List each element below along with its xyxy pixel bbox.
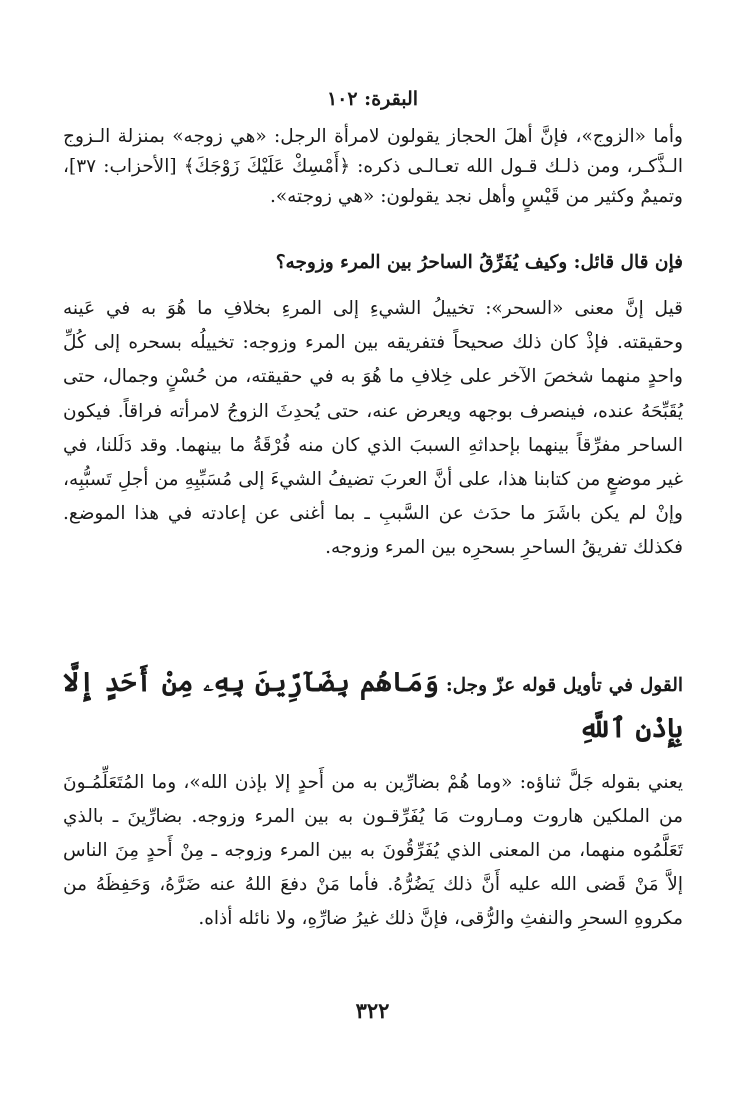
tafsir-heading: [63, 660, 683, 752]
page-number: ٣٢٢: [355, 998, 390, 1023]
paragraph-sihr: [63, 292, 683, 566]
paragraph-zawj-text: وأما «الزوج»، فإنَّ أهلَ الحجاز يقولون لامرأة الرجل: «هي زوجه» بمنزلة الـزوج الـذَّكـر، ومن ذلـك قـول الله تعـالـى ذكره: ﴿أَمْسِكْ عَلَيْكَ زَوْجَكَ﴾ [الأحزاب: ٣٧]، وتميمٌ وكثير من قَيْسٍ وأهل نجد يقولون: «هي زوجته».: [63, 126, 683, 207]
paragraph-explanation-text: يعني بقوله جَلَّ ثناؤه: «وما هُمْ بضارِّين به من أَحدٍ إلا بإذن الله»، وما المُتَعَلِّمُـونَ من الملكين هاروت ومـاروت مَا يُفَرِّقـون به بين المرء وزوجه. بضارِّينَ ـ بالذي تَعَلَّمُوه منهما، من المعنى الذي يُفَرِّقُونَ به بين المرء وزوجه ـ مِنْ أَحدٍ مِنَ الناس إلاَّ مَنْ قَضى الله عليه أَنَّ ذلك يَضُرُّهُ. فأما مَنْ دفعَ اللهُ عنه ضَرَّهُ، وَحَفِظَهُ من مكروهِ السحرِ والنفثِ والرُّقى، فإنَّ ذلك غيرُ ضارِّهِ، ولا نائله أذاه.: [63, 772, 683, 929]
paragraph-explanation: [63, 766, 683, 936]
tafsir-heading-intro: القول في تأويل قوله عزّ وجل:: [445, 675, 683, 696]
paragraph-zawj: [63, 122, 683, 212]
paragraph-sihr-text: قيل إنَّ معنى «السحر»: تخييلُ الشيءِ إلى المرءِ بخلافِ ما هُوَ به في عَينه وحقيقته. فإذْ كان ذلك صحيحاً فتفريقه بين المرء وزوجه: تخييلُه بسحره إلى كُلِّ واحدٍ منهما شخصَ الآخر على خِلافِ ما هُوَ به في حقيقته، من حُسْنٍ وجمال، حتى يُقَبِّحَهُ عنده، فينصرف بوجهه ويعرض عنه، حتى يُحدِثَ الزوجُ لامرأته فراقاً. فيكون الساحر مفرِّقاً بينهما بإحداثهِ السببَ الذي كان منه فُرْقَةُ ما بينهما. وقد دَلَلنا، في غير موضعٍ من كتابنا هذا، على أنَّ العربَ تضيفُ الشيءَ إلى مُسَبِّبِهِ من أجلِ تَسبُّبِه، وإنْ لم يكن باشَرَ ما حدَث عن السَّببِ ـ بما أغنى عن إعادته في هذا الموضع. فكذلك تفريقُ الساحرِ بسحرِه بين المرء وزوجه.: [63, 298, 683, 559]
quran-verse: وَمَاهُم بِضَآرِّينَ بِهِۦ مِنْ أَحَدٍ إِلَّا بِإِذْنِ ٱللَّهِ: [63, 667, 683, 744]
question-line: فإن قال قائل: وكيف يُفَرِّقُ الساحرُ بين المرء وزوجه؟: [275, 252, 683, 273]
running-header: البقرة: ١٠٢: [326, 88, 419, 110]
